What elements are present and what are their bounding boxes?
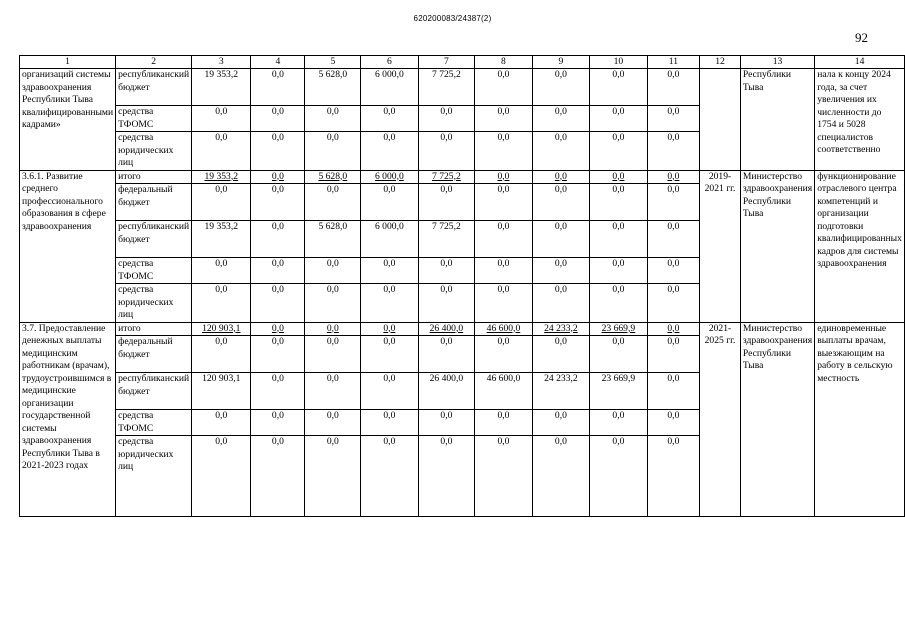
measure-name: организаций системы здравоохранения Республики Тыва квалифицированными кадрами»: [20, 69, 116, 171]
period-cell: 2021-2025 гг.: [700, 322, 741, 517]
value-cell: 0,0: [475, 336, 532, 373]
value-cell: 23 669,9: [590, 373, 647, 410]
value-cell: 0,0: [418, 410, 475, 436]
value-cell: 0,0: [418, 436, 475, 517]
value-cell: 0,0: [647, 336, 700, 373]
value-cell: 0,0: [590, 258, 647, 284]
value-cell: 0,0: [475, 284, 532, 323]
value-cell: 0,0: [532, 106, 589, 132]
value-cell: 0,0: [305, 322, 361, 336]
column-number: 4: [251, 56, 305, 69]
column-number: 5: [305, 56, 361, 69]
value-cell: 0,0: [305, 436, 361, 517]
value-cell: 19 353,2: [192, 170, 251, 184]
value-cell: 0,0: [305, 410, 361, 436]
value-cell: 0,0: [590, 170, 647, 184]
value-cell: 0,0: [647, 106, 700, 132]
expected-result: функционирование отраслевого центра компетенций и организации подготовки квалифицированных кадров для системы здравоохранения: [815, 170, 905, 322]
value-cell: 0,0: [475, 69, 532, 106]
column-number-row: [20, 56, 905, 69]
executor: Министерство здравоохранения Республики Тыва: [740, 322, 814, 517]
column-number: 11: [647, 56, 700, 69]
value-cell: 0,0: [251, 373, 305, 410]
value-cell: 0,0: [532, 184, 589, 221]
period-cell: 2019-2021 гг.: [700, 170, 741, 322]
value-cell: 0,0: [192, 410, 251, 436]
column-number: 2: [116, 56, 192, 69]
value-cell: 0,0: [647, 436, 700, 517]
value-cell: 0,0: [532, 436, 589, 517]
column-number: 6: [361, 56, 418, 69]
value-cell: 0,0: [192, 106, 251, 132]
value-cell: 0,0: [418, 106, 475, 132]
period-cell: [700, 69, 741, 171]
value-cell: 0,0: [192, 436, 251, 517]
value-cell: 5 628,0: [305, 69, 361, 106]
value-cell: 0,0: [251, 132, 305, 171]
value-cell: 0,0: [251, 436, 305, 517]
column-number: 7: [418, 56, 475, 69]
column-number: 3: [192, 56, 251, 69]
value-cell: 0,0: [475, 170, 532, 184]
value-cell: 0,0: [305, 373, 361, 410]
value-cell: 0,0: [647, 170, 700, 184]
value-cell: 0,0: [192, 132, 251, 171]
value-cell: 7 725,2: [418, 221, 475, 258]
funding-source: средства юридических лиц: [116, 284, 192, 323]
value-cell: 0,0: [418, 284, 475, 323]
value-cell: 0,0: [647, 284, 700, 323]
value-cell: 0,0: [361, 258, 418, 284]
funding-source: федеральный бюджет: [116, 184, 192, 221]
value-cell: 0,0: [647, 69, 700, 106]
value-cell: 0,0: [251, 170, 305, 184]
value-cell: 24 233,2: [532, 373, 589, 410]
value-cell: 0,0: [305, 132, 361, 171]
value-cell: 0,0: [361, 436, 418, 517]
value-cell: 0,0: [361, 284, 418, 323]
value-cell: 0,0: [590, 106, 647, 132]
table-row: [20, 170, 905, 184]
value-cell: 0,0: [475, 436, 532, 517]
value-cell: 0,0: [361, 373, 418, 410]
measure-name: 3.7. Предоставление денежных выплаты медицинским работникам (врачам), трудоустроившимся в медицинские организации государственной системы здравоохранения Республики Тыва в 2021-2023 годах: [20, 322, 116, 517]
value-cell: 0,0: [475, 184, 532, 221]
value-cell: 5 628,0: [305, 221, 361, 258]
funding-source: республиканский бюджет: [116, 373, 192, 410]
value-cell: 6 000,0: [361, 69, 418, 106]
value-cell: 0,0: [251, 184, 305, 221]
table-row: [20, 69, 905, 106]
value-cell: 0,0: [418, 184, 475, 221]
column-number: 8: [475, 56, 532, 69]
value-cell: 0,0: [590, 69, 647, 106]
column-number: 12: [700, 56, 741, 69]
value-cell: 0,0: [305, 106, 361, 132]
value-cell: 0,0: [532, 258, 589, 284]
value-cell: 0,0: [192, 184, 251, 221]
value-cell: 0,0: [590, 284, 647, 323]
value-cell: 0,0: [418, 258, 475, 284]
value-cell: 0,0: [361, 410, 418, 436]
expected-result: нала к концу 2024 года, за счет увеличения их численности до 1754 и 5028 специалистов соответственно: [815, 69, 905, 171]
value-cell: 0,0: [418, 336, 475, 373]
column-number: 10: [590, 56, 647, 69]
value-cell: 0,0: [532, 132, 589, 171]
value-cell: 0,0: [251, 69, 305, 106]
value-cell: 0,0: [251, 336, 305, 373]
value-cell: 120 903,1: [192, 322, 251, 336]
value-cell: 7 725,2: [418, 170, 475, 184]
value-cell: 0,0: [647, 132, 700, 171]
value-cell: 0,0: [590, 410, 647, 436]
value-cell: 0,0: [251, 258, 305, 284]
value-cell: 19 353,2: [192, 221, 251, 258]
value-cell: 0,0: [361, 322, 418, 336]
value-cell: 46 600,0: [475, 322, 532, 336]
value-cell: 0,0: [192, 336, 251, 373]
value-cell: 0,0: [361, 336, 418, 373]
value-cell: 0,0: [361, 184, 418, 221]
value-cell: 0,0: [532, 221, 589, 258]
value-cell: 7 725,2: [418, 69, 475, 106]
value-cell: 0,0: [590, 336, 647, 373]
value-cell: 0,0: [647, 184, 700, 221]
value-cell: 0,0: [475, 221, 532, 258]
value-cell: 0,0: [647, 410, 700, 436]
value-cell: 120 903,1: [192, 373, 251, 410]
value-cell: 0,0: [418, 132, 475, 171]
value-cell: 0,0: [192, 258, 251, 284]
value-cell: 0,0: [361, 106, 418, 132]
value-cell: 0,0: [475, 410, 532, 436]
value-cell: 6 000,0: [361, 170, 418, 184]
value-cell: 0,0: [532, 170, 589, 184]
value-cell: 0,0: [251, 106, 305, 132]
value-cell: 0,0: [251, 221, 305, 258]
value-cell: 0,0: [590, 132, 647, 171]
executor: Министерство здравоохранения Республики Тыва: [740, 170, 814, 322]
value-cell: 0,0: [251, 284, 305, 323]
page-number: 92: [855, 30, 868, 45]
value-cell: 0,0: [305, 258, 361, 284]
value-cell: 0,0: [532, 336, 589, 373]
value-cell: 0,0: [532, 410, 589, 436]
value-cell: 0,0: [532, 69, 589, 106]
value-cell: 0,0: [475, 258, 532, 284]
value-cell: 0,0: [305, 336, 361, 373]
value-cell: 26 400,0: [418, 373, 475, 410]
expected-result: единовременные выплаты врачам, выезжающим на работу в сельскую местность: [815, 322, 905, 517]
value-cell: 0,0: [305, 184, 361, 221]
value-cell: 0,0: [251, 322, 305, 336]
funding-source: республиканский бюджет: [116, 221, 192, 258]
column-number: 14: [815, 56, 905, 69]
funding-source: средства ТФОМС: [116, 258, 192, 284]
budget-table: [19, 55, 905, 517]
value-cell: 0,0: [361, 132, 418, 171]
value-cell: 0,0: [647, 373, 700, 410]
value-cell: 0,0: [475, 106, 532, 132]
funding-source: средства ТФОМС: [116, 410, 192, 436]
value-cell: 26 400,0: [418, 322, 475, 336]
column-number: 1: [20, 56, 116, 69]
column-number: 13: [740, 56, 814, 69]
value-cell: 0,0: [590, 436, 647, 517]
funding-source: средства ТФОМС: [116, 106, 192, 132]
funding-source: федеральный бюджет: [116, 336, 192, 373]
value-cell: 0,0: [475, 132, 532, 171]
value-cell: 0,0: [305, 284, 361, 323]
value-cell: 24 233,2: [532, 322, 589, 336]
value-cell: 0,0: [590, 184, 647, 221]
value-cell: 0,0: [647, 258, 700, 284]
document-code: 620200083/24387(2): [413, 14, 492, 23]
funding-source: средства юридических лиц: [116, 436, 192, 517]
value-cell: 0,0: [647, 221, 700, 258]
value-cell: 19 353,2: [192, 69, 251, 106]
funding-source: республиканский бюджет: [116, 69, 192, 106]
value-cell: 0,0: [251, 410, 305, 436]
measure-name: 3.6.1. Развитие среднего профессионального образования в сфере здравоохранения: [20, 170, 116, 322]
funding-source: итого: [116, 170, 192, 184]
value-cell: 0,0: [532, 284, 589, 323]
value-cell: 6 000,0: [361, 221, 418, 258]
value-cell: 0,0: [590, 221, 647, 258]
value-cell: 5 628,0: [305, 170, 361, 184]
value-cell: 0,0: [647, 322, 700, 336]
value-cell: 46 600,0: [475, 373, 532, 410]
funding-source: итого: [116, 322, 192, 336]
value-cell: 0,0: [192, 284, 251, 323]
table-row: [20, 322, 905, 336]
value-cell: 23 669,9: [590, 322, 647, 336]
funding-source: средства юридических лиц: [116, 132, 192, 171]
column-number: 9: [532, 56, 589, 69]
executor: Республики Тыва: [740, 69, 814, 171]
